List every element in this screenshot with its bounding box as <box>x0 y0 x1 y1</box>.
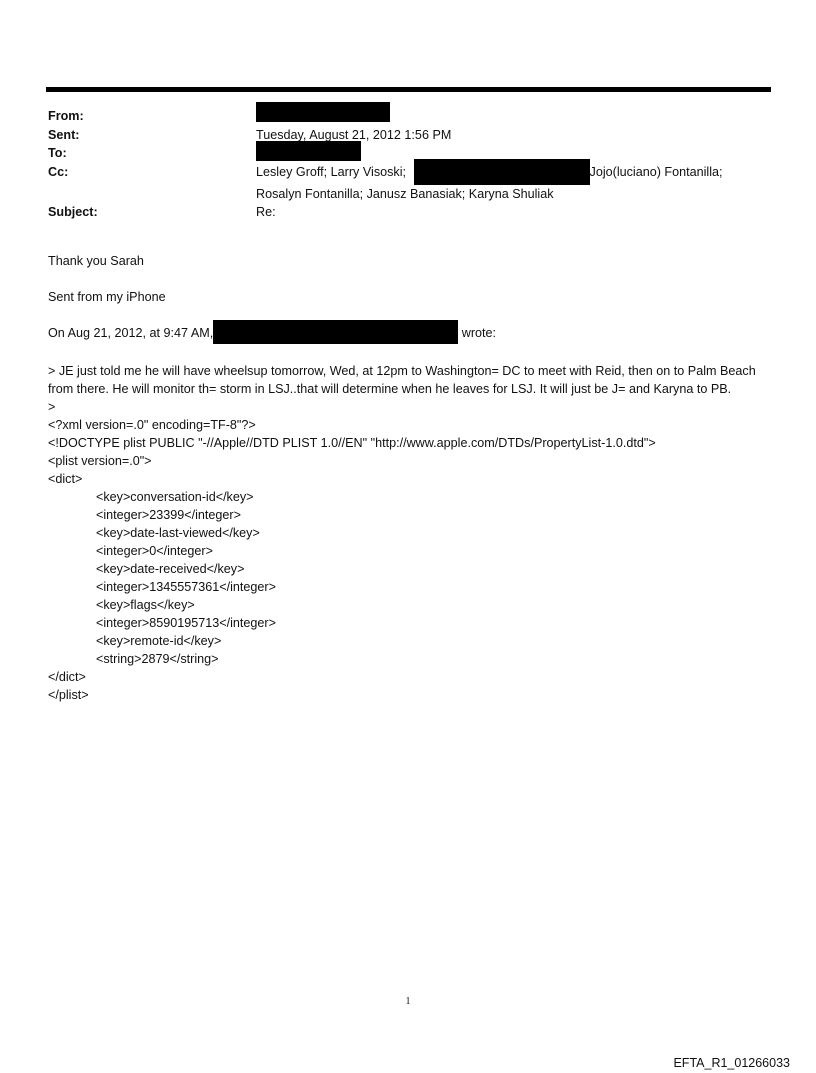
xml-line: <integer>8590195713</integer> <box>96 616 276 630</box>
quoted-text: > JE just told me he will have wheelsup tomorrow, Wed, at 12pm to Washington= DC to meet with Reid, then on to Palm Beach from there. He will monitor th= storm in LSJ..that will determine when he leaves for LSJ. It will just be J= and Karyna to PB. <box>48 364 756 396</box>
to-label: To: <box>48 146 67 160</box>
xml-line: <!DOCTYPE plist PUBLIC "-//Apple//DTD PLIST 1.0//EN" "http://www.apple.com/DTDs/PropertyList-1.0.dtd"> <box>48 436 656 450</box>
sent-label: Sent: <box>48 127 80 142</box>
xml-line: <key>remote-id</key> <box>96 634 222 648</box>
xml-line: <string>2879</string> <box>96 652 219 666</box>
xml-line: </dict> <box>48 670 86 684</box>
xml-line: <integer>1345557361</integer> <box>96 580 276 594</box>
cc-value-part1: Lesley Groff; Larry Visoski; <box>256 164 407 179</box>
page-number: 1 <box>405 996 411 1007</box>
subject-label: Subject: <box>48 205 98 219</box>
subject-value: Re: <box>256 205 276 219</box>
cc-value-part2: Jojo(luciano) Fontanilla; <box>589 164 723 179</box>
redaction-block <box>213 320 458 344</box>
quote-marker: > <box>48 400 56 414</box>
redaction-block <box>414 159 590 185</box>
cc-value-line2: Rosalyn Fontanilla; Janusz Banasiak; Karyna Shuliak <box>256 186 554 201</box>
xml-line: <?xml version=.0" encoding=TF-8"?> <box>48 418 256 432</box>
from-row <box>48 107 788 126</box>
body-line: Thank you Sarah <box>48 254 144 268</box>
xml-line: <integer>23399</integer> <box>96 508 241 522</box>
xml-line: <key>date-last-viewed</key> <box>96 526 260 540</box>
sent-value: Tuesday, August 21, 2012 1:56 PM <box>256 127 452 142</box>
xml-line: <key>conversation-id</key> <box>96 490 254 504</box>
xml-line: <key>date-received</key> <box>96 562 245 576</box>
cc-label: Cc: <box>48 164 69 179</box>
email-header <box>48 107 788 222</box>
redaction-block <box>256 102 390 122</box>
xml-line: <integer>0</integer> <box>96 544 213 558</box>
header-rule <box>46 87 771 92</box>
wrote-suffix: wrote: <box>461 326 497 340</box>
cc-row <box>48 163 788 204</box>
xml-line: <dict> <box>48 472 83 486</box>
body-line: Sent from my iPhone <box>48 290 166 304</box>
wrote-prefix: On Aug 21, 2012, at 9:47 AM, <box>48 326 214 340</box>
xml-line: <plist version=.0"> <box>48 454 152 468</box>
redaction-block <box>256 141 361 161</box>
xml-line: <key>flags</key> <box>96 598 195 612</box>
bates-number: EFTA_R1_01266033 <box>673 1056 790 1070</box>
xml-line: </plist> <box>48 688 89 702</box>
from-label: From: <box>48 109 84 123</box>
subject-row <box>48 203 788 222</box>
email-body <box>48 252 778 704</box>
sent-row <box>48 126 788 145</box>
wrote-line <box>48 324 778 344</box>
